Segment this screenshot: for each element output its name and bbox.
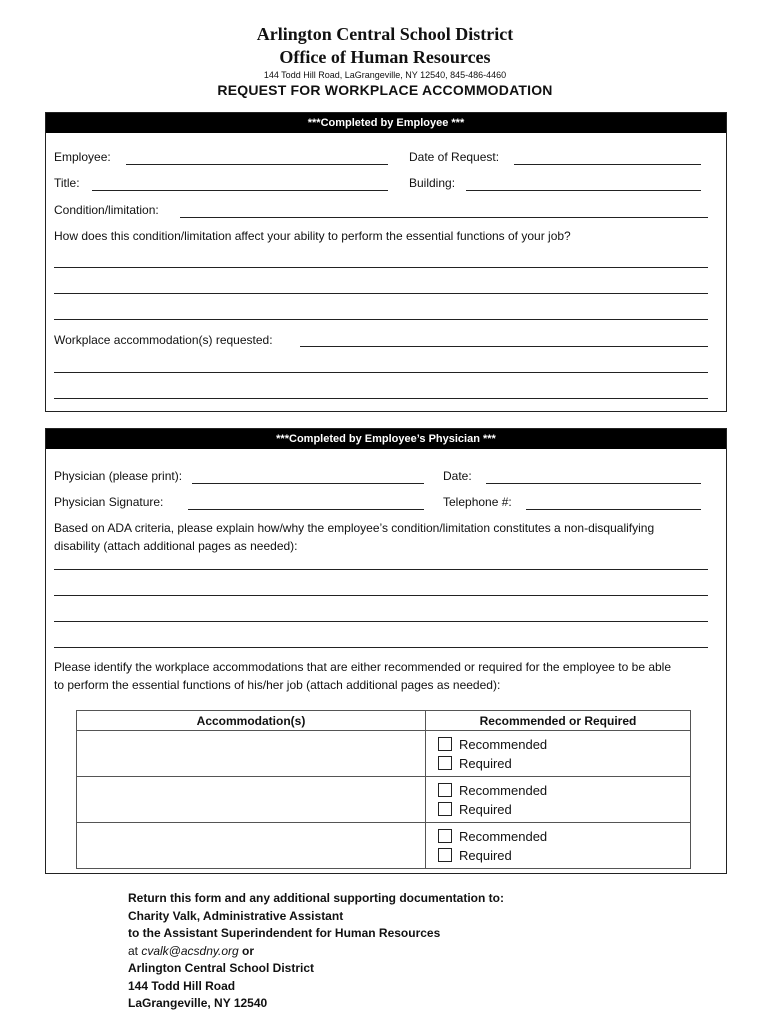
accommodation-cell[interactable] [77,731,426,777]
date-of-request-field[interactable] [514,164,701,165]
ada-prompt-cont: disability (attach additional pages as needed): [54,539,298,553]
recommended-required-column-header: Recommended or Required [426,711,691,731]
recommended-option[interactable]: Recommended [426,827,690,846]
contact-email-line: at cvalk@acsdny.org or [128,943,255,958]
identify-prompt-cont: to perform the essential functions of his/her job (attach additional pages as needed): [54,678,501,692]
required-option[interactable]: Required [426,846,690,865]
checkbox[interactable] [438,783,452,797]
physician-signature-field[interactable] [188,509,424,510]
checkbox[interactable] [438,848,452,862]
accommodation-requested-label: Workplace accommodation(s) requested: [54,333,273,347]
form-title: REQUEST FOR WORKPLACE ACCOMMODATION [217,82,553,98]
telephone-label: Telephone #: [443,495,512,509]
district-address: 144 Todd Hill Road, LaGrangeville, NY 12540, 845-486-4460 [263,70,507,80]
physician-date-field[interactable] [486,483,701,484]
impact-answer-line-2[interactable] [54,293,708,294]
physician-signature-label: Physician Signature: [54,495,164,509]
ada-prompt: Based on ADA criteria, please explain how/why the employee’s condition/limitation constitutes a non-disqualifying [54,521,655,535]
ada-answer-line-4[interactable] [54,647,708,648]
recommended-option[interactable]: Recommended [426,781,690,800]
accommodation-requested-line-3[interactable] [54,398,708,399]
contact-email[interactable]: cvalk@acsdny.org [141,943,239,958]
contact-name: Charity Valk, Administrative Assistant [128,908,344,923]
impact-answer-line-3[interactable] [54,319,708,320]
impact-answer-line-1[interactable] [54,267,708,268]
table-row [77,731,691,777]
building-field[interactable] [466,190,701,191]
district-name: Arlington Central School District [256,24,514,44]
building-label: Building: [409,176,456,190]
city-line: LaGrangeville, NY 12540 [128,996,268,1010]
checkbox[interactable] [438,756,452,770]
condition-field[interactable] [180,217,708,218]
table-row [77,823,691,869]
return-instructions [128,890,504,1013]
option-cell [426,777,691,823]
ada-answer-line-2[interactable] [54,595,708,596]
district-name-line: Arlington Central School District [128,961,315,975]
title-label: Title: [54,176,80,190]
physician-name-label: Physician (please print): [54,469,183,483]
condition-label: Condition/limitation: [54,203,159,217]
ada-answer-line-3[interactable] [54,621,708,622]
table-row [77,777,691,823]
impact-question: How does this condition/limitation affect your ability to perform the essential functions of your job? [54,229,571,243]
identify-prompt: Please identify the workplace accommodations that are either recommended or required for the employee to be able [54,660,672,674]
return-line: Return this form and any additional supporting documentation to: [128,891,504,905]
accommodation-table [76,710,691,869]
accommodation-cell[interactable] [77,777,426,823]
accommodation-requested-line-2[interactable] [54,372,708,373]
physician-date-label: Date: [443,469,472,483]
physician-section [45,428,727,874]
ada-answer-line-1[interactable] [54,569,708,570]
required-option[interactable]: Required [426,754,690,773]
telephone-field[interactable] [526,509,701,510]
required-option[interactable]: Required [426,800,690,819]
checkbox[interactable] [438,802,452,816]
title-field[interactable] [92,190,388,191]
accommodation-requested-field[interactable] [300,346,708,347]
contact-title: to the Assistant Superindendent for Human Resources [128,926,441,940]
physician-section-heading: ***Completed by Employee’s Physician *** [46,429,726,449]
checkbox[interactable] [438,737,452,751]
accommodations-column-header: Accommodation(s) [77,711,426,731]
employee-section [45,112,727,412]
office-name: Office of Human Resources [279,47,491,67]
checkbox[interactable] [438,829,452,843]
street-line: 144 Todd Hill Road [128,978,236,993]
option-cell [426,823,691,869]
employee-label: Employee: [54,150,111,164]
employee-section-heading: ***Completed by Employee *** [46,113,726,133]
option-cell [426,731,691,777]
date-of-request-label: Date of Request: [409,150,500,164]
recommended-option[interactable]: Recommended [426,735,690,754]
physician-name-field[interactable] [192,483,424,484]
employee-field[interactable] [126,164,388,165]
accommodation-cell[interactable] [77,823,426,869]
